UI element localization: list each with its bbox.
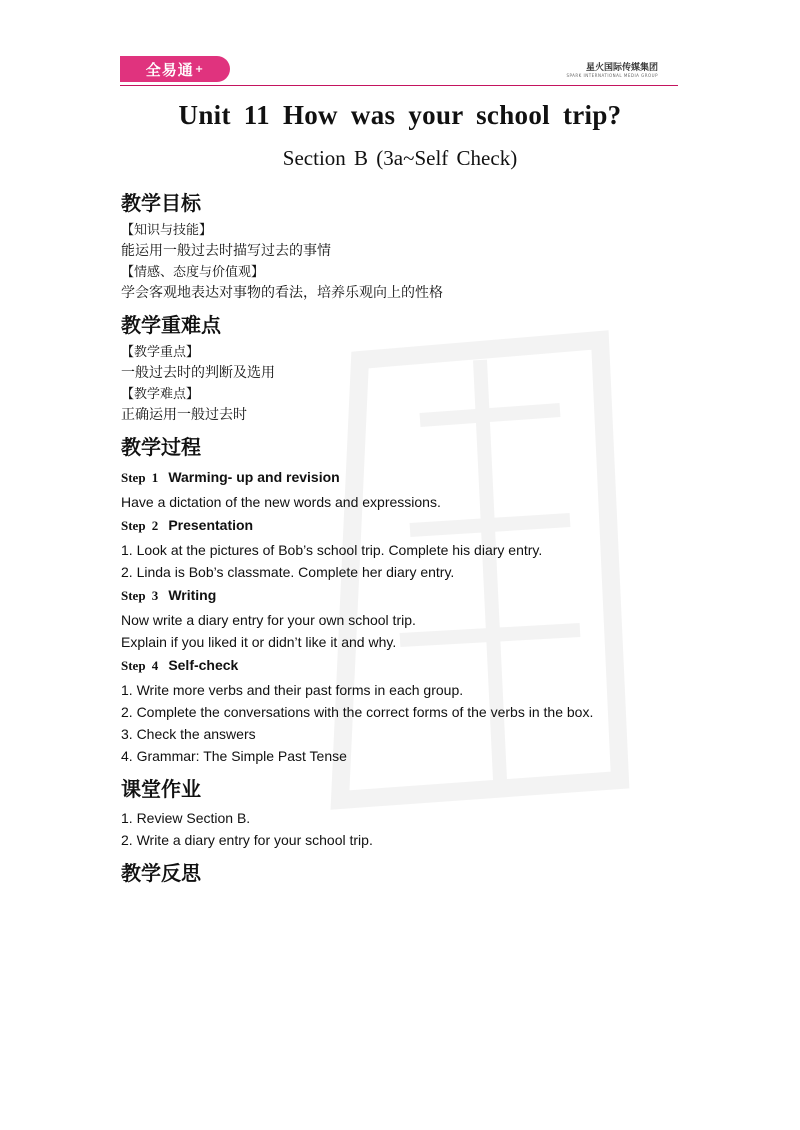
step-4-heading [121,654,681,678]
publisher-name-cn: 星火国际传媒集团 [585,63,658,73]
step-1-line-1: Have a dictation of the new words and expressions. [121,494,441,510]
step-2-heading [121,514,681,538]
brand-logo [120,56,230,82]
page-subtitle: Section B (3a~Self Check) [282,146,518,170]
knowledge-label: 【知识与技能】 [121,223,213,238]
step-3-line-1: Now write a diary entry for your own school trip. [121,612,416,628]
step-4-line-2: 2. Complete the conversations with the correct forms of the verbs in the box. [121,704,594,720]
key-text: 一般过去时的判断及选用 [121,365,275,381]
homework-line-1: 1. Review Section B. [121,810,251,826]
key-label: 【教学重点】 [121,345,200,360]
publisher-mark [566,60,658,78]
step-number: Step 3 [121,588,159,603]
logo-text: 全易通 [145,60,194,79]
step-3-heading [121,584,681,608]
main-content [121,186,681,890]
step-4-line-3: 3. Check the answers [121,726,256,742]
publisher-name-en: SPARK INTERNATIONAL MEDIA GROUP [566,73,658,78]
step-2-line-1: 1. Look at the pictures of Bob’s school trip. Complete his diary entry. [121,542,543,558]
step-name: Presentation [168,517,254,533]
page-title: Unit 11 How was your school trip? [178,100,622,130]
logo-plus: + [194,63,205,75]
step-name: Self-check [168,657,239,673]
step-4-line-1: 1. Write more verbs and their past forms in each group. [121,682,464,698]
step-number: Step 2 [121,518,159,533]
reflection-heading: 教学反思 [121,861,201,885]
step-name: Warming- up and revision [168,469,340,485]
knowledge-text: 能运用一般过去时描写过去的事情 [121,243,331,259]
step-1-heading [121,466,681,490]
step-name: Writing [168,587,217,603]
step-number: Step 1 [121,470,159,485]
process-heading: 教学过程 [121,435,201,459]
homework-heading: 课堂作业 [121,777,201,801]
step-3-line-2: Explain if you liked it or didn’t like it and why. [121,634,397,650]
objectives-heading: 教学目标 [121,191,201,215]
step-2-line-2: 2. Linda is Bob’s classmate. Complete her diary entry. [121,564,455,580]
attitude-label: 【情感、态度与价值观】 [121,265,265,280]
step-number: Step 4 [121,658,159,673]
header-rule [120,85,678,86]
homework-line-2: 2. Write a diary entry for your school trip. [121,832,373,848]
key-points-heading: 教学重难点 [121,313,221,337]
difficult-label: 【教学难点】 [121,387,200,402]
difficult-text: 正确运用一般过去时 [121,407,247,423]
attitude-text: 学会客观地表达对事物的看法，培养乐观向上的性格 [121,285,443,301]
step-4-line-4: 4. Grammar: The Simple Past Tense [121,748,347,764]
